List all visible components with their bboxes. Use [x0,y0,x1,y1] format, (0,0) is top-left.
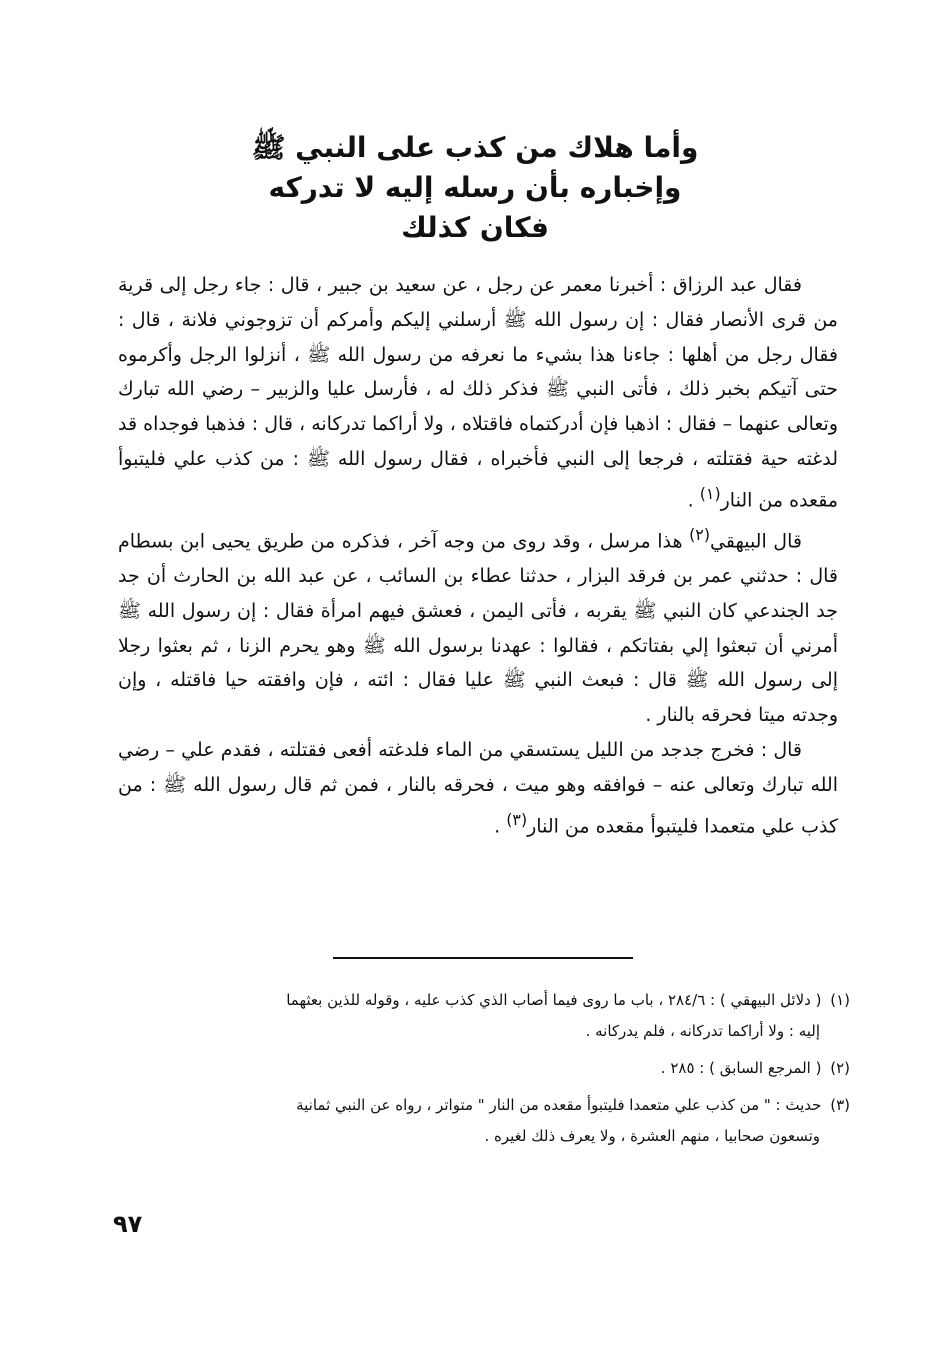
footnote-3-number: (٣) [830,1096,850,1114]
footnote-1 [118,985,850,1047]
footnote-1-number: (١) [830,991,850,1009]
main-text [118,268,838,844]
footnote-2-line-1: ( المرجع السابق ) : ٢٨٥ . [660,1059,822,1077]
footnote-3-line-1: حديث : " من كذب علي متعمدا فليتبوأ مقعده من النار " متواتر ، رواه عن النبي ثمانية [296,1096,822,1114]
footnote-2 [118,1053,850,1084]
footnote-1-line-2: إليه : ولا أراكما تدركانه ، فلم يدركانه . [585,1022,820,1040]
section-heading [150,128,800,248]
footnote-3-line-2: وتسعون صحابيا ، منهم العشرة ، ولا يعرف ذلك لغيره . [484,1127,820,1145]
footnote-3 [118,1090,850,1152]
footnote-ref-3: (٣) [506,809,528,829]
paragraph-1-text: فقال عبد الرزاق : أخبرنا معمر عن رجل ، عن سعيد بن جبير ، قال : جاء رجل إلى قرية من قرى الأنصار فقال : إن رسول الله ﷺ أرسلني إليكم وأمركم أن تزوجوني فلانة ، قال : فقال رجل من أهلها : جاءنا هذا بشيء ما نعرفه من رسول الله ﷺ ، أنزلوا الرجل وأكرموه حتى آتيكم بخبر ذلك ، فأتى النبي ﷺ فذكر ذلك له ، فأرسل عليا والزبير – رضي الله تبارك وتعالى عنهما – فقال : اذهبا فإن أدركتماه فاقتلاه ، ولا أراكما تدركانه ، قال : فذهبا فوجداه قد لدغته حية فقتلته ، فرجعا إلى النبي فأخبراه ، فقال رسول الله ﷺ : من كذب علي فليتبوأ مقعده من النار [118,274,838,512]
footnote-1-line-1: ( دلائل البيهقي ) : ٢٨٤/٦ ، باب ما روى فيما أصاب الذي كذب عليه ، وقوله للذين بعثهما [286,991,822,1009]
paragraph-1-end: . [687,489,700,512]
footnote-ref-1: (١) [699,483,721,503]
footnotes [118,985,850,1158]
footnote-2-number: (٢) [830,1059,850,1077]
heading-line-1: وأما هلاك من كذب على النبي ﷺ [251,131,699,164]
heading-line-3: فكان كذلك [401,211,549,244]
heading-line-2: وإخباره بأن رسله إليه لا تدركه [268,171,682,204]
paragraph-2-text: هذا مرسل ، وقد روى من وجه آخر ، فذكره من طريق يحيى ابن بسطام قال : حدثني عمر بن فرقد البزار ، حدثنا عطاء بن السائب ، عن عبد الله بن الحارث أن جد جد الجندعي كان النبي ﷺ يقربه ، فأتى اليمن ، فعشق فيهم امرأة فقال : إن رسول الله ﷺ أمرني أن تبعثوا إلي بفتاتكم ، فقالوا : عهدنا برسول الله ﷺ وهو يحرم الزنا ، ثم بعثوا رجلا إلى رسول الله ﷺ قال : فبعث النبي ﷺ عليا فقال : ائته ، فإن وافقته حيا فاقتله ، وإن وجدته ميتا فحرقه بالنار . [118,530,838,727]
paragraph-3-end: . [494,814,507,837]
paragraph-3-text: قال : فخرج جدجد من الليل يستسقي من الماء فلدغته أفعى فقتلته ، فقدم علي – رضي الله تبارك وتعالى عنه – فوافقه وهو ميت ، فحرقه بالنار ، فمن ثم قال رسول الله ﷺ : من كذب علي متعمدا فليتبوأ مقعده من النار [118,739,838,837]
paragraph-2-start: قال البيهقي [710,530,802,553]
paragraph-2 [118,518,838,733]
footnote-ref-2: (٢) [689,524,710,544]
page-number: ٩٧ [113,1210,143,1238]
paragraph-3 [118,733,838,844]
paragraph-1 [118,268,838,518]
footnote-divider [333,957,633,959]
